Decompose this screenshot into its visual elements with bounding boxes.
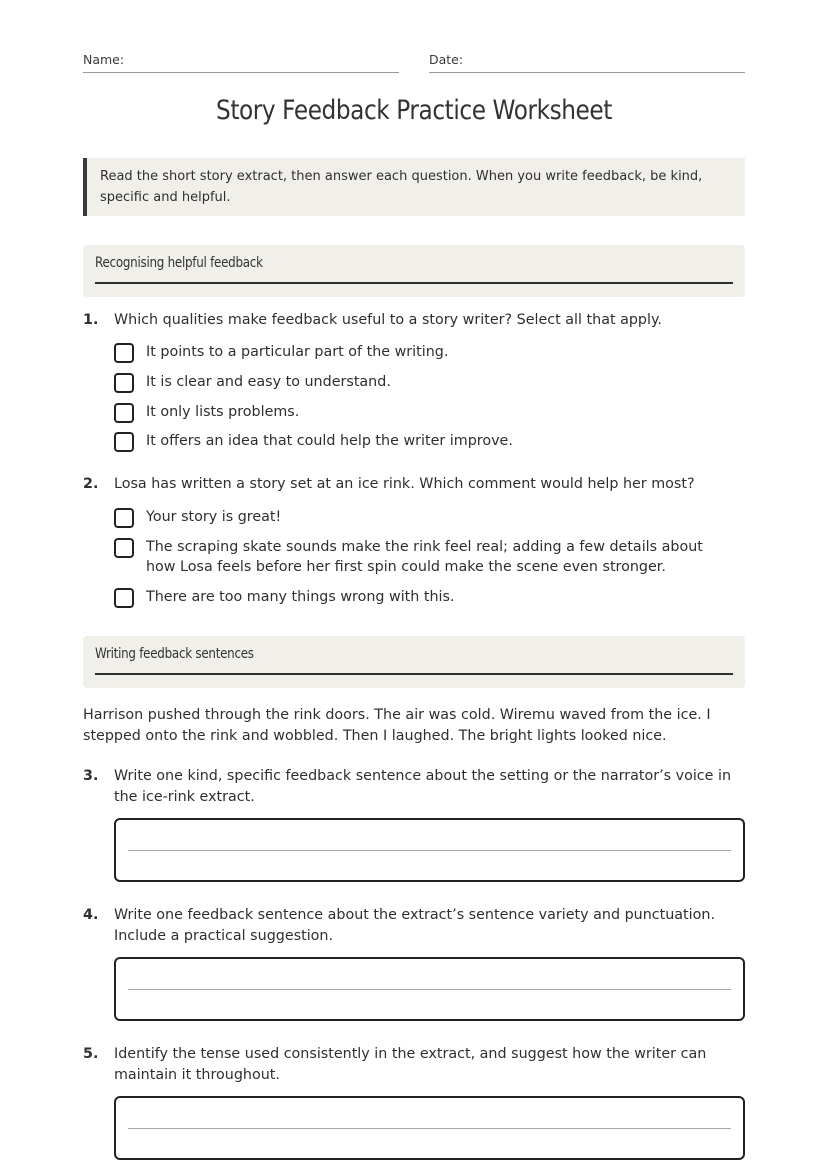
question-number: 5.	[83, 1046, 99, 1062]
option-label: It is clear and easy to understand.	[146, 374, 391, 390]
option-label: There are too many things wrong with this.	[146, 589, 455, 605]
date-field[interactable]	[429, 52, 745, 73]
question-text: Write one feedback sentence about the extract’s sentence variety and punctuation. Include a practical suggestion.	[114, 907, 715, 944]
story-extract: Harrison pushed through the rink doors. The air was cold. Wiremu waved from the ice. I stepped onto the rink and wobbled. Then I laughed. The bright lights looked nice.	[83, 707, 711, 744]
question-text: Which qualities make feedback useful to a story writer? Select all that apply.	[114, 312, 662, 328]
option-label: It points to a particular part of the writing.	[146, 344, 449, 360]
section-header-writing	[83, 636, 745, 688]
option-label: Your story is great!	[146, 509, 282, 525]
option-label: The scraping skate sounds make the rink feel real; adding a few details about how Losa feels before her first spin could make the scene even stronger.	[146, 539, 703, 575]
question-number: 2.	[83, 476, 99, 492]
answer-box-5[interactable]	[114, 1096, 745, 1160]
answer-box-3[interactable]	[114, 818, 745, 882]
checkbox[interactable]	[114, 538, 134, 558]
checkbox[interactable]	[114, 373, 134, 393]
date-label: Date:	[429, 52, 464, 67]
option-label: It offers an idea that could help the writer improve.	[146, 433, 513, 449]
option-label: It only lists problems.	[146, 404, 300, 420]
checkbox[interactable]	[114, 343, 134, 363]
checkbox[interactable]	[114, 432, 134, 452]
page-title: Story Feedback Practice Worksheet	[216, 95, 612, 126]
name-label: Name:	[83, 52, 125, 67]
answer-line	[128, 1128, 731, 1129]
answer-line	[128, 989, 731, 990]
section-title: Writing feedback sentences	[95, 646, 733, 675]
question-number: 4.	[83, 907, 99, 923]
checkbox[interactable]	[114, 588, 134, 608]
question-number: 1.	[83, 312, 99, 328]
question-number: 3.	[83, 768, 99, 784]
section-title: Recognising helpful feedback	[95, 255, 733, 284]
checkbox[interactable]	[114, 403, 134, 423]
section-header-recognising	[83, 245, 745, 297]
header-fields	[83, 52, 745, 74]
answer-box-4[interactable]	[114, 957, 745, 1021]
name-field[interactable]	[83, 52, 399, 73]
question-text: Write one kind, specific feedback sentence about the setting or the narrator’s voice in the ice-rink extract.	[114, 768, 732, 805]
question-text: Losa has written a story set at an ice rink. Which comment would help her most?	[114, 476, 695, 492]
checkbox[interactable]	[114, 508, 134, 528]
answer-line	[128, 850, 731, 851]
question-text: Identify the tense used consistently in the extract, and suggest how the writer can maintain it throughout.	[114, 1046, 707, 1083]
instructions-box: Read the short story extract, then answer each question. When you write feedback, be kind, specific and helpful.	[83, 158, 745, 216]
